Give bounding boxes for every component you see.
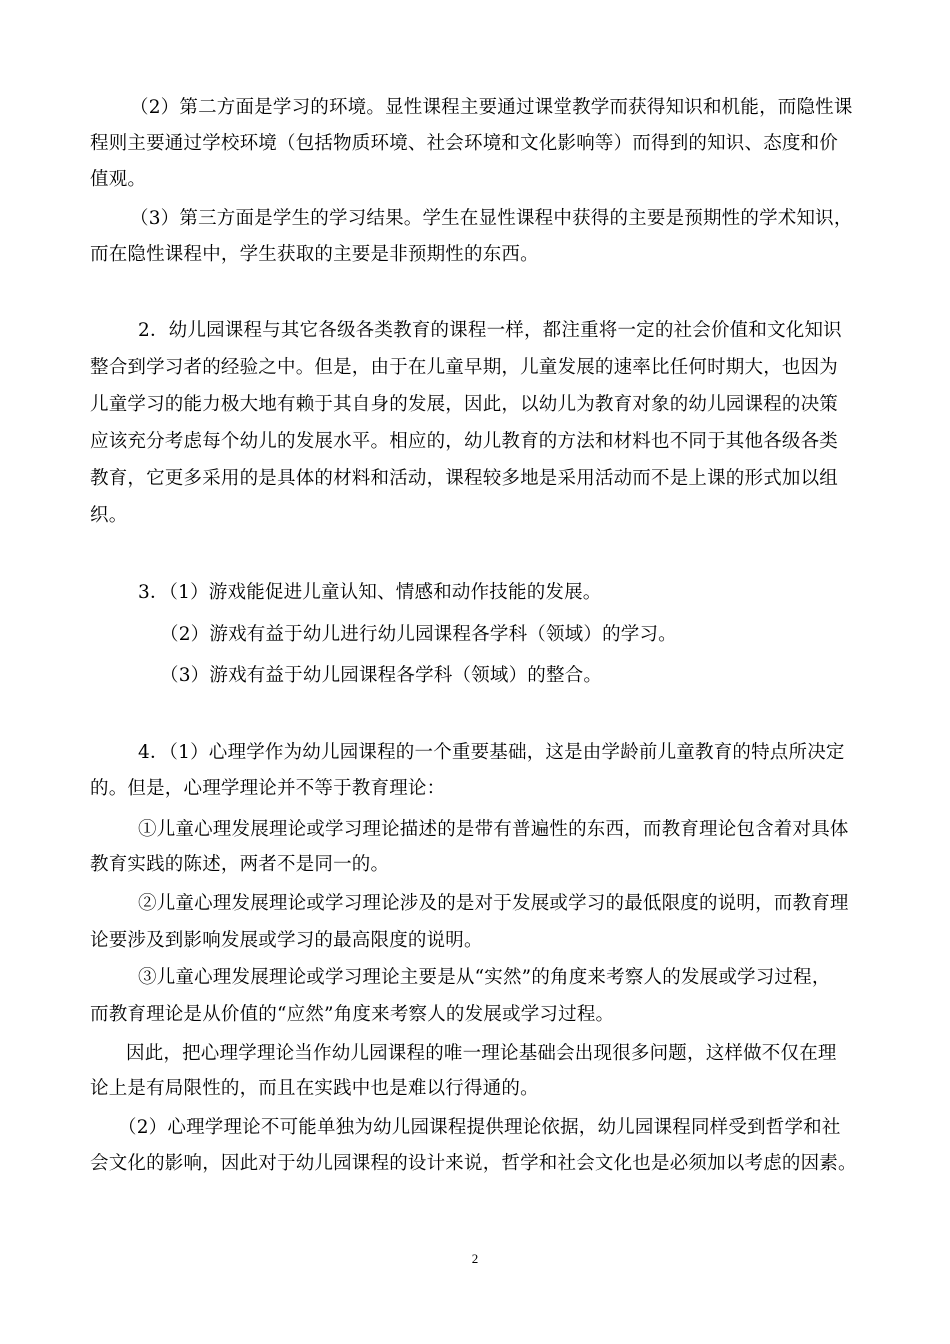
text-line: 因此，把心理学理论当作幼儿园课程的唯一理论基础会出现很多问题，这样做不仅在理 — [126, 1043, 837, 1064]
text-line: 值观。 — [90, 169, 147, 190]
text-line: 4．（1）心理学作为幼儿园课程的一个重要基础，这是由学龄前儿童教育的特点所决定 — [138, 742, 845, 763]
text-line: ①儿童心理发展理论或学习理论描述的是带有普遍性的东西，而教育理论包含着对具体 — [138, 819, 849, 840]
text-line: 论要涉及到影响发展或学习的最高限度的说明。 — [90, 930, 483, 951]
text-line: （2）心理学理论不可能单独为幼儿园课程提供理论依据，幼儿园课程同样受到哲学和社 — [118, 1117, 841, 1138]
page-number: 2 — [471, 1251, 479, 1266]
text-line: 织。 — [90, 505, 128, 526]
text-line: （2）游戏有益于幼儿进行幼儿园课程各学科（领域）的学习。 — [160, 624, 677, 645]
text-line: ②儿童心理发展理论或学习理论涉及的是对于发展或学习的最低限度的说明，而教育理 — [138, 893, 849, 914]
text-line: ③儿童心理发展理论或学习理论主要是从“实然”的角度来考察人的发展或学习过程， — [138, 967, 831, 988]
text-line: 2．幼儿园课程与其它各级各类教育的课程一样，都注重将一定的社会价值和文化知识 — [138, 320, 842, 341]
text-line: 教育，它更多采用的是具体的材料和活动，课程较多地是采用活动而不是上课的形式加以组 — [90, 468, 839, 489]
text-line: 的。但是，心理学理论并不等于教育理论： — [90, 778, 446, 799]
text-line: 会文化的影响，因此对于幼儿园课程的设计来说，哲学和社会文化也是必须加以考虑的因素。 — [90, 1153, 857, 1174]
text-line: （3）游戏有益于幼儿园课程各学科（领域）的整合。 — [160, 665, 603, 686]
text-line: （3）第三方面是学生的学习结果。学生在显性课程中获得的主要是预期性的学术知识， — [130, 208, 853, 229]
text-line: 应该充分考虑每个幼儿的发展水平。相应的，幼儿教育的方法和材料也不同于其他各级各类 — [90, 431, 839, 452]
text-line: 而教育理论是从价值的“应然”角度来考察人的发展或学习过程。 — [90, 1004, 615, 1025]
text-line: 而在隐性课程中，学生获取的主要是非预期性的东西。 — [90, 244, 539, 265]
text-line: 论上是有局限性的，而且在实践中也是难以行得通的。 — [90, 1078, 539, 1099]
text-line: 3．（1）游戏能促进儿童认知、情感和动作技能的发展。 — [138, 582, 602, 603]
text-line: 儿童学习的能力极大地有赖于其自身的发展，因此，以幼儿为教育对象的幼儿园课程的决策 — [90, 394, 839, 415]
text-line: （2）第二方面是学习的环境。显性课程主要通过课堂教学而获得知识和机能，而隐性课 — [130, 97, 853, 118]
text-line: 整合到学习者的经验之中。但是，由于在儿童早期，儿童发展的速率比任何时期大，也因为 — [90, 357, 839, 378]
text-line: 教育实践的陈述，两者不是同一的。 — [90, 854, 390, 875]
text-line: 程则主要通过学校环境（包括物质环境、社会环境和文化影响等）而得到的知识、态度和价 — [90, 133, 839, 154]
